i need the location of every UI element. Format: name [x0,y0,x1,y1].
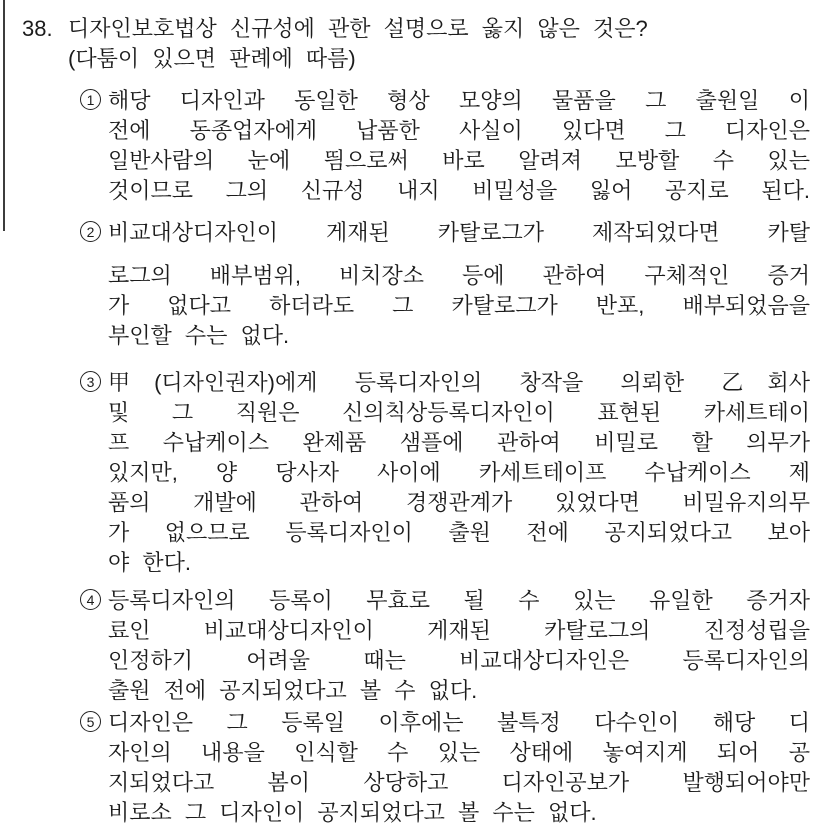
choice-3-marker-col [80,368,108,392]
choice-3-circled-number: 3 [80,371,101,392]
choice-2-text [108,218,826,351]
choice-4 [0,586,826,706]
choice-5 [0,708,826,828]
choice-1-text [108,86,826,206]
choice-line: 부인할 수는 없다. [108,323,290,348]
choice-5-text [108,708,826,828]
choice-line: 료인 비교대상디자인이 게재된 카탈로그의 진정성립을 [108,618,810,643]
choice-line: 및 그 직원은 신의칙상등록디자인이 표현된 카세트테이 [108,400,810,425]
choice-line: 로그의 배부범위, 비치장소 등에 관하여 구체적인 증거 [108,263,810,288]
choice-2-marker-col [80,218,108,242]
choice-line: 디자인은 그 등록일 이후에는 불특정 다수인이 해당 디 [108,710,810,735]
choice-2-circled-number: 2 [80,221,101,242]
choice-3 [0,368,826,578]
choice-line: 지되었다고 봄이 상당하고 디자인공보가 발행되어야만 [108,770,810,795]
choice-3-text [108,368,826,578]
choice-line: 야 한다. [108,550,191,575]
choice-line: 등록디자인의 등록이 무효로 될 수 있는 유일한 증거자 [108,588,810,613]
choice-4-text [108,586,826,706]
choice-line: 비교대상디자인이 게재된 카탈로그가 제작되었다면 카탈 [108,220,810,245]
choice-line: 비로소 그 디자인이 공지되었다고 볼 수는 없다. [108,800,597,825]
column-divider-line [3,0,5,231]
choice-line: 프 수납케이스 완제품 샘플에 관하여 비밀로 할 의무가 [108,430,810,455]
choice-line: 출원 전에 공지되었다고 볼 수 없다. [108,678,478,703]
choice-1-marker-col [80,86,108,110]
choice-line: 전에 동종업자에게 납품한 사실이 있다면 그 디자인은 [108,118,810,143]
question-header [0,14,826,74]
choice-5-circled-number: 5 [80,711,101,732]
choice-line: 일반사람의 눈에 띔으로써 바로 알려져 모방할 수 있는 [108,148,810,173]
question-title-line: 디자인보호법상 신규성에 관한 설명으로 옳지 않은 것은? [68,16,648,41]
choice-line: 인정하기 어려울 때는 비교대상디자인은 등록디자인의 [108,648,810,673]
choice-2 [0,218,826,351]
choice-4-marker-col [80,586,108,610]
choice-4-circled-number: 4 [80,589,101,610]
choice-line: 가 없으므로 등록디자인이 출원 전에 공지되었다고 보아 [108,520,810,545]
choice-line: 가 없다고 하더라도 그 카탈로그가 반포, 배부되었음을 [108,293,810,318]
choice-line: 있지만, 양 당사자 사이에 카세트테이프 수납케이스 제 [108,460,810,485]
choice-line: 甲(디자인권자)에게 등록디자인의 창작을 의뢰한 乙회사 [108,370,810,395]
question-title-line: (다툼이 있으면 판례에 따름) [68,46,356,71]
choice-line: 해당 디자인과 동일한 형상 모양의 물품을 그 출원일 이 [108,88,810,113]
choice-line: 자인의 내용을 인식할 수 있는 상태에 놓여지게 되어 공 [108,740,810,765]
choice-1 [0,86,826,206]
choice-1-circled-number: 1 [80,89,101,110]
choice-5-marker-col [80,708,108,732]
choice-line: 품의 개발에 관하여 경쟁관계가 있었다면 비밀유지의무 [108,490,810,515]
question-title [68,14,826,74]
question-number: 38. [22,16,53,41]
choice-line: 것이므로 그의 신규성 내지 비밀성을 잃어 공지로 된다. [108,178,810,203]
